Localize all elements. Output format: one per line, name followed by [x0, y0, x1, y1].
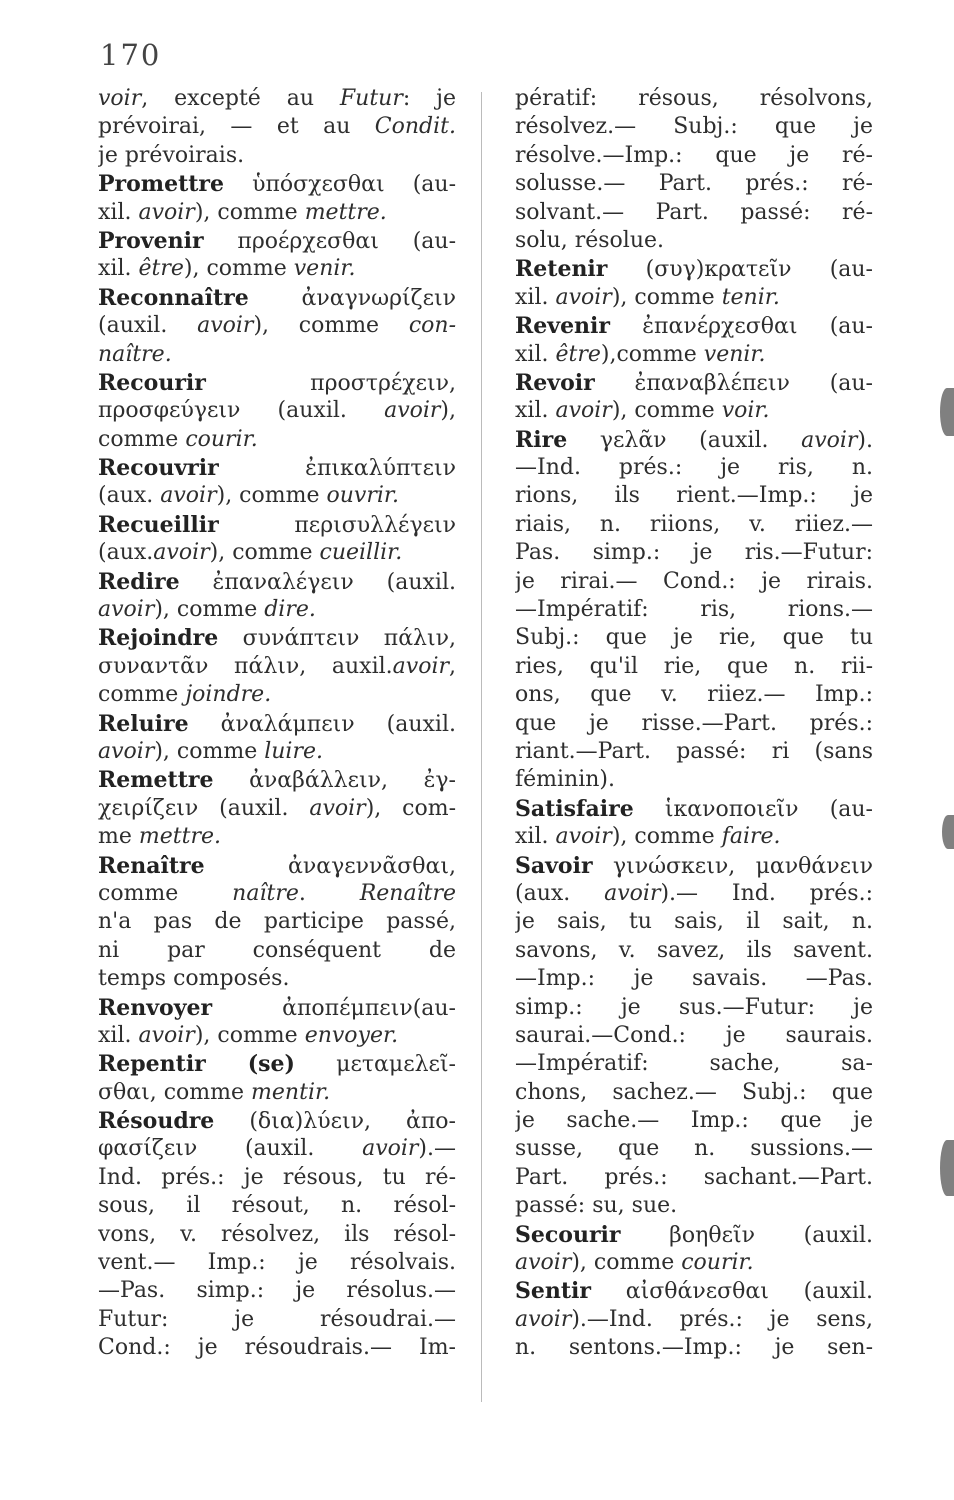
left-column [98, 85, 456, 1363]
entry-text: (aux. [515, 880, 605, 906]
entry-text: ), comme [209, 540, 320, 566]
italic-text: avoir [138, 199, 195, 225]
text-line [515, 170, 873, 198]
entry-text: je sache.— Imp.: que je [515, 1108, 873, 1134]
text-line [98, 994, 456, 1022]
italic-text: ouvrir. [326, 483, 399, 509]
entry-text: (aux. [98, 540, 154, 566]
italic-text: envoyer. [304, 1022, 399, 1048]
entry-headword: Repentir (se) [98, 1051, 295, 1078]
text-line [98, 341, 456, 369]
text-line [98, 511, 456, 539]
text-line [98, 539, 456, 567]
page-number: 170 [100, 38, 162, 72]
italic-text: cueillir. [319, 540, 403, 566]
italic-text: naître. [98, 341, 172, 367]
entry-headword: Revenir [515, 313, 611, 340]
text-line [98, 227, 456, 255]
entry-headword: Retenir [515, 256, 608, 283]
entry-text: ὑπόσχεσθαι (au- [224, 172, 456, 198]
entry-text: ), comme [611, 824, 722, 850]
text-line [515, 397, 873, 425]
entry-text: ).—Ind. prés.: je sens, [571, 1306, 873, 1332]
entry-text: Futur: je résoudrai.— [98, 1306, 456, 1332]
entry-text: ).— Ind. prés.: [660, 880, 873, 906]
italic-text: avoir [604, 880, 661, 906]
entry-headword: Remettre [98, 767, 214, 794]
entry-headword: Reluire [98, 710, 189, 737]
entry-text: xil. [515, 824, 556, 850]
entry-text: susse, que n. sussions.— [515, 1136, 873, 1162]
text-line [515, 568, 873, 596]
entry-text: xil. [98, 199, 139, 225]
binding-mark [940, 388, 954, 436]
entry-text: n. sentons.—Imp.: je sen- [515, 1335, 873, 1361]
entry-text: ), comme [611, 284, 722, 310]
text-line [515, 653, 873, 681]
text-line [515, 1079, 873, 1107]
text-line [515, 852, 873, 880]
entry-text: ἐπαναβλέπειν (au- [594, 370, 873, 396]
entry-text: , excepté au [141, 86, 340, 111]
entry-text: γινώσκειν, μανθάνειν [592, 853, 873, 879]
entry-text: sous, il résout, n. résol- [98, 1193, 456, 1219]
binding-mark [940, 1140, 954, 1196]
text-line [98, 1221, 456, 1249]
entry-text: ἀναβάλλειν, ἐγ- [213, 768, 456, 794]
text-line [98, 1022, 456, 1050]
text-line [98, 369, 456, 397]
entry-text: xil. [515, 284, 556, 310]
text-line [98, 852, 456, 880]
entry-text: ), com- [365, 795, 456, 821]
text-line [515, 341, 873, 369]
entry-text: συναντᾶν πάλιν, auxil. [98, 653, 393, 679]
entry-text: saurai.—Cond.: je saurais. [515, 1022, 873, 1048]
entry-headword: Renaître [98, 852, 205, 879]
entry-text: ons, que v. riiez.— Imp.: [515, 682, 873, 708]
entry-text: , [449, 653, 456, 679]
text-line [515, 994, 873, 1022]
text-line [515, 255, 873, 283]
text-line [98, 426, 456, 454]
entry-text: συνάπτειν πάλιν, [218, 626, 456, 652]
entry-text: Subj.: que je rie, que tu [515, 625, 873, 651]
text-line [515, 482, 873, 510]
text-line [515, 965, 873, 993]
entry-text: (auxil. [98, 313, 198, 339]
text-line [98, 454, 456, 482]
entry-text: vons, v. résolvez, ils résol- [98, 1221, 456, 1247]
italic-text: avoir [555, 824, 612, 850]
entry-text: μεταμελεῖ- [294, 1052, 456, 1078]
entry-text: ), comme [216, 483, 327, 509]
text-line [515, 227, 873, 255]
text-line [515, 880, 873, 908]
italic-text: tenir. [721, 284, 780, 310]
text-line [98, 653, 456, 681]
text-line [98, 284, 456, 312]
italic-text: avoir [309, 795, 366, 821]
italic-text: joindre. [185, 682, 272, 708]
italic-text: faire. [721, 824, 781, 850]
text-line [515, 766, 873, 794]
entry-text: —Pas. simp.: je résolus.— [98, 1278, 456, 1304]
italic-text: venir. [703, 341, 766, 367]
text-line [98, 1050, 456, 1078]
entry-text: solvant.— Part. passé: ré- [515, 199, 873, 225]
text-line [98, 1135, 456, 1163]
entry-text: comme [98, 682, 186, 708]
entry-text: rions, ils rient.—Imp.: je [515, 483, 873, 509]
text-line [98, 1107, 456, 1135]
entry-text: ), comme [154, 597, 265, 623]
text-line [515, 1334, 873, 1362]
text-line [515, 454, 873, 482]
text-line [515, 539, 873, 567]
text-line [98, 766, 456, 794]
entry-text: chons, sachez.— Subj.: que [515, 1079, 873, 1105]
italic-text: venir. [293, 256, 356, 282]
entry-text: temps composés. [98, 966, 290, 992]
italic-text: mettre. [304, 199, 387, 225]
entry-headword: Recueillir [98, 511, 219, 538]
entry-text: riais, n. riions, v. riiez.— [515, 511, 873, 537]
entry-text: je prévoirais. [98, 142, 245, 168]
text-line [98, 1192, 456, 1220]
entry-text: —Impératif: sache, sa- [515, 1051, 873, 1077]
italic-text: courir. [185, 426, 258, 452]
text-line [515, 738, 873, 766]
entry-text: ἐπικαλύπτειν [218, 456, 456, 482]
entry-text: γελᾶν (auxil. [567, 427, 802, 453]
text-line [98, 880, 456, 908]
entry-text: pératif: résous, résolvons, [515, 86, 873, 111]
entry-text: (aux. [98, 483, 161, 509]
entry-text: que je risse.—Part. prés.: [515, 710, 873, 736]
entry-text: me [98, 824, 139, 850]
text-line [98, 482, 456, 510]
italic-text: avoir [98, 597, 155, 623]
entry-text: σθαι, comme [98, 1079, 252, 1105]
entry-headword: Provenir [98, 227, 204, 254]
text-line [98, 937, 456, 965]
entry-headword: Savoir [515, 852, 593, 879]
text-line [515, 710, 873, 738]
entry-headword: Résoudre [98, 1108, 215, 1135]
italic-text: voir [98, 86, 142, 111]
entry-text: Part. prés.: sachant.—Part. [515, 1164, 873, 1190]
italic-text: mentir. [251, 1079, 331, 1105]
text-line [515, 937, 873, 965]
text-line [98, 1334, 456, 1362]
italic-text: avoir [98, 738, 155, 764]
entry-text: ), comme [183, 256, 294, 282]
italic-text: Futur [339, 86, 403, 111]
entry-text: ries, qu'il rie, que n. rii- [515, 653, 873, 679]
italic-text: avoir [555, 398, 612, 424]
text-line [98, 312, 456, 340]
italic-text: luire. [264, 738, 323, 764]
italic-text: voir. [721, 398, 770, 424]
text-line [98, 255, 456, 283]
entry-text: solusse.— Part. prés.: ré- [515, 171, 873, 197]
entry-text: ), [440, 398, 456, 424]
text-line [515, 1192, 873, 1220]
entry-text: προσφεύγειν (auxil. [98, 398, 385, 424]
entry-headword: Secourir [515, 1221, 621, 1248]
entry-headword: Promettre [98, 171, 224, 198]
entry-text: ni par conséquent de [98, 937, 456, 963]
text-line [98, 170, 456, 198]
entry-text: ). [857, 427, 873, 453]
text-line [515, 85, 873, 113]
entry-text: χειρίζειν (auxil. [98, 795, 310, 821]
italic-text: avoir [362, 1136, 419, 1162]
entry-text: je sais, tu sais, il sait, n. [515, 909, 873, 935]
italic-text: avoir [392, 653, 449, 679]
entry-text: ), comme [194, 1022, 305, 1048]
entry-text: —Imp.: je savais. —Pas. [515, 966, 873, 992]
entry-text: ἀναλάμπειν (auxil. [188, 711, 456, 737]
italic-text: Condit. [374, 114, 456, 140]
italic-text: mettre. [138, 824, 221, 850]
text-line [98, 1079, 456, 1107]
text-line [98, 113, 456, 141]
entry-text: solu, résolue. [515, 227, 665, 253]
entry-text: résolvez.— Subj.: que je [515, 114, 873, 140]
entry-text: βοηθεῖν (auxil. [620, 1222, 873, 1248]
text-line [98, 823, 456, 851]
text-line [98, 681, 456, 709]
italic-text: Renaître [359, 880, 456, 906]
entry-text: comme [98, 880, 233, 906]
text-line [98, 1306, 456, 1334]
entry-text: περισυλλέγειν [218, 512, 456, 538]
text-line [515, 1107, 873, 1135]
text-line [515, 1135, 873, 1163]
text-line [515, 1164, 873, 1192]
entry-text: comme [98, 426, 186, 452]
italic-text: avoir [153, 540, 210, 566]
text-line [98, 624, 456, 652]
entry-text: ), comme [154, 738, 265, 764]
text-line [98, 85, 456, 113]
entry-text: savons, v. savez, ils savent. [515, 937, 873, 963]
entry-text: je rirai.— Cond.: je rirais. [515, 568, 873, 594]
text-line [515, 624, 873, 652]
italic-text: avoir [555, 284, 612, 310]
entry-text: (δια)λύειν, ἀπο- [214, 1109, 456, 1135]
text-line [515, 142, 873, 170]
entry-text: ).— [418, 1136, 456, 1162]
text-line [515, 1277, 873, 1305]
entry-text: Ind. prés.: je résous, tu ré- [98, 1164, 456, 1190]
entry-text: xil. [515, 341, 556, 367]
entry-headword: Satisfaire [515, 795, 634, 822]
text-line [515, 795, 873, 823]
text-line [515, 284, 873, 312]
italic-text: avoir [160, 483, 217, 509]
text-line [515, 312, 873, 340]
entry-text: αἰσθάνεσθαι (auxil. [591, 1279, 873, 1305]
italic-text: avoir [384, 398, 441, 424]
italic-text: con- [408, 313, 456, 339]
entry-text: προστρέχειν, [205, 370, 456, 396]
text-line [515, 511, 873, 539]
entry-text: Pas. simp.: je ris.—Futur: [515, 540, 873, 566]
text-line [515, 1249, 873, 1277]
entry-text: Cond.: je résoudrais.— Im- [98, 1335, 456, 1361]
italic-text: avoir [515, 1250, 572, 1276]
entry-text: ἱκανοποιεῖν (au- [633, 796, 873, 822]
binding-mark [942, 815, 954, 849]
entry-headword: Redire [98, 568, 180, 595]
entry-text: ),comme [600, 341, 704, 367]
entry-text: ), comme [194, 199, 305, 225]
entry-text: xil. [98, 256, 139, 282]
entry-text: résolve.—Imp.: que je ré- [515, 142, 873, 168]
entry-text: xil. [98, 1022, 139, 1048]
text-line [98, 795, 456, 823]
italic-text: naître [232, 880, 299, 906]
entry-text: ἐπανέρχεσθαι (au- [610, 314, 873, 340]
text-line [515, 369, 873, 397]
entry-text: —Ind. prés.: je ris, n. [515, 455, 873, 481]
entry-text: xil. [515, 398, 556, 424]
italic-text: avoir [197, 313, 254, 339]
entry-text: ἐπαναλέγειν (auxil. [179, 569, 456, 595]
text-line [98, 1249, 456, 1277]
entry-text: ), comme [253, 313, 409, 339]
text-line [98, 1164, 456, 1192]
entry-text: . [298, 880, 360, 906]
entry-text: vent.— Imp.: je résolvais. [98, 1250, 456, 1276]
entry-text: passé: su, sue. [515, 1193, 678, 1219]
text-line [98, 738, 456, 766]
italic-text: être [555, 341, 601, 367]
italic-text: courir. [681, 1250, 754, 1276]
entry-headword: Recourir [98, 369, 206, 396]
entry-headword: Reconnaître [98, 284, 249, 311]
entry-text: —Impératif: ris, rions.— [515, 597, 873, 623]
italic-text: dire. [264, 597, 316, 623]
text-line [515, 1050, 873, 1078]
italic-text: être [138, 256, 184, 282]
entry-text: προέρχεσθαι (au- [203, 228, 456, 254]
text-line [98, 710, 456, 738]
entry-headword: Sentir [515, 1278, 591, 1305]
text-line [515, 1306, 873, 1334]
text-line [515, 681, 873, 709]
column-divider [481, 92, 482, 1402]
text-line [98, 142, 456, 170]
italic-text: avoir [801, 427, 858, 453]
entry-headword: Rejoindre [98, 625, 219, 652]
text-line [98, 965, 456, 993]
text-line [98, 397, 456, 425]
right-column [515, 85, 873, 1363]
entry-text: ), comme [611, 398, 722, 424]
text-line [515, 1221, 873, 1249]
text-line [515, 199, 873, 227]
text-line [515, 908, 873, 936]
text-line [515, 113, 873, 141]
text-line [98, 596, 456, 624]
entry-text: prévoirai, — et au [98, 114, 375, 140]
entry-text: ), comme [571, 1250, 682, 1276]
entry-text: ἀναγνωρίζειν [248, 285, 456, 311]
entry-headword: Recouvrir [98, 455, 219, 482]
entry-text: ἀποπέμπειν(au- [212, 995, 456, 1021]
entry-text: (συγ)κρατεῖν (au- [607, 257, 873, 283]
text-line [515, 596, 873, 624]
entry-text: φασίζειν (auxil. [98, 1136, 363, 1162]
text-line [515, 426, 873, 454]
entry-text: féminin). [515, 767, 616, 793]
text-line [515, 823, 873, 851]
entry-text: simp.: je sus.—Futur: je [515, 994, 873, 1020]
text-line [98, 568, 456, 596]
text-line [515, 1022, 873, 1050]
entry-headword: Revoir [515, 369, 595, 396]
entry-text: riant.—Part. passé: ri (sans [515, 738, 873, 764]
italic-text: avoir [515, 1306, 572, 1332]
text-line [98, 199, 456, 227]
italic-text: avoir [138, 1022, 195, 1048]
entry-headword: Renvoyer [98, 994, 213, 1021]
entry-text: : je [402, 86, 456, 111]
entry-text: n'a pas de participe passé, [98, 909, 456, 935]
text-line [98, 1277, 456, 1305]
entry-text: ἀναγεννᾶσθαι, [204, 853, 456, 879]
text-line [98, 908, 456, 936]
entry-headword: Rire [515, 426, 568, 453]
